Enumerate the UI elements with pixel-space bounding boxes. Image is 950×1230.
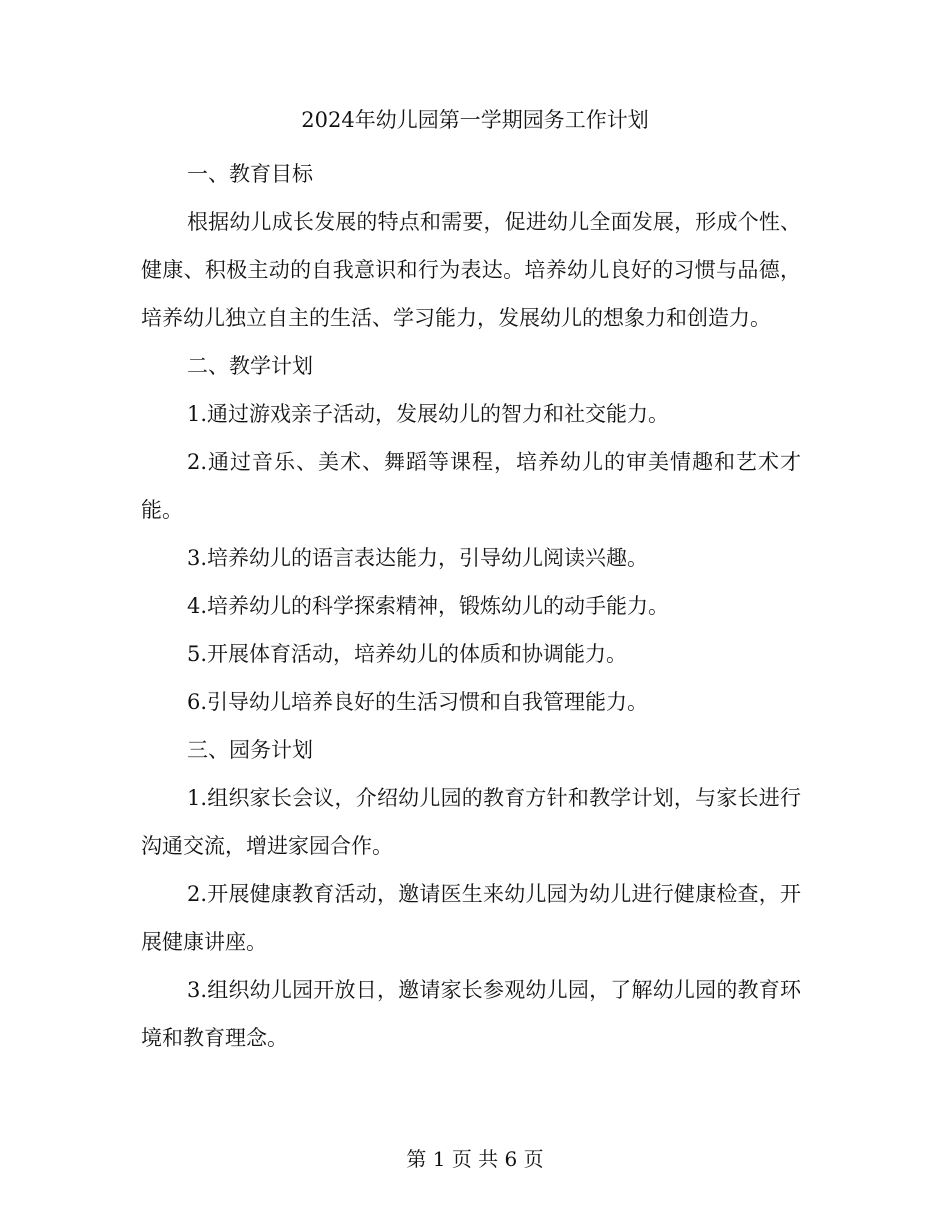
list-item-teaching-2: 2.通过音乐、美术、舞蹈等课程，培养幼儿的审美情趣和艺术才能。 bbox=[141, 450, 801, 522]
list-item-teaching-5: 5.开展体育活动，培养幼儿的体质和协调能力。 bbox=[187, 642, 628, 666]
list-item-administration-2: 2.开展健康教育活动，邀请医生来幼儿园为幼儿进行健康检查，开展健康讲座。 bbox=[141, 882, 801, 954]
paragraph-education-goals: 根据幼儿成长发展的特点和需要，促进幼儿全面发展，形成个性、健康、积极主动的自我意识和行为表达。培养幼儿良好的习惯与品德，培养幼儿独立自主的生活、学习能力，发展幼儿的想象力和创造力。 bbox=[141, 210, 801, 330]
section-heading-teaching-plan: 二、教学计划 bbox=[187, 354, 313, 378]
list-item-teaching-3: 3.培养幼儿的语言表达能力，引导幼儿阅读兴趣。 bbox=[187, 546, 649, 570]
list-item-administration-1: 1.组织家长会议，介绍幼儿园的教育方针和教学计划，与家长进行沟通交流，增进家园合作。 bbox=[141, 786, 801, 858]
document-title: 2024年幼儿园第一学期园务工作计划 bbox=[301, 108, 649, 132]
list-item-administration-3: 3.组织幼儿园开放日，邀请家长参观幼儿园，了解幼儿园的教育环境和教育理念。 bbox=[141, 978, 801, 1050]
list-item-teaching-4: 4.培养幼儿的科学探索精神，锻炼幼儿的动手能力。 bbox=[187, 594, 670, 618]
list-item-teaching-6: 6.引导幼儿培养良好的生活习惯和自我管理能力。 bbox=[187, 690, 649, 714]
page-number-footer: 第 1 页 共 6 页 bbox=[406, 1147, 544, 1171]
document-body bbox=[141, 150, 801, 1062]
section-heading-education-goals: 一、教育目标 bbox=[187, 162, 313, 186]
section-heading-administration-plan: 三、园务计划 bbox=[187, 738, 313, 762]
list-item-teaching-1: 1.通过游戏亲子活动，发展幼儿的智力和社交能力。 bbox=[187, 402, 670, 426]
